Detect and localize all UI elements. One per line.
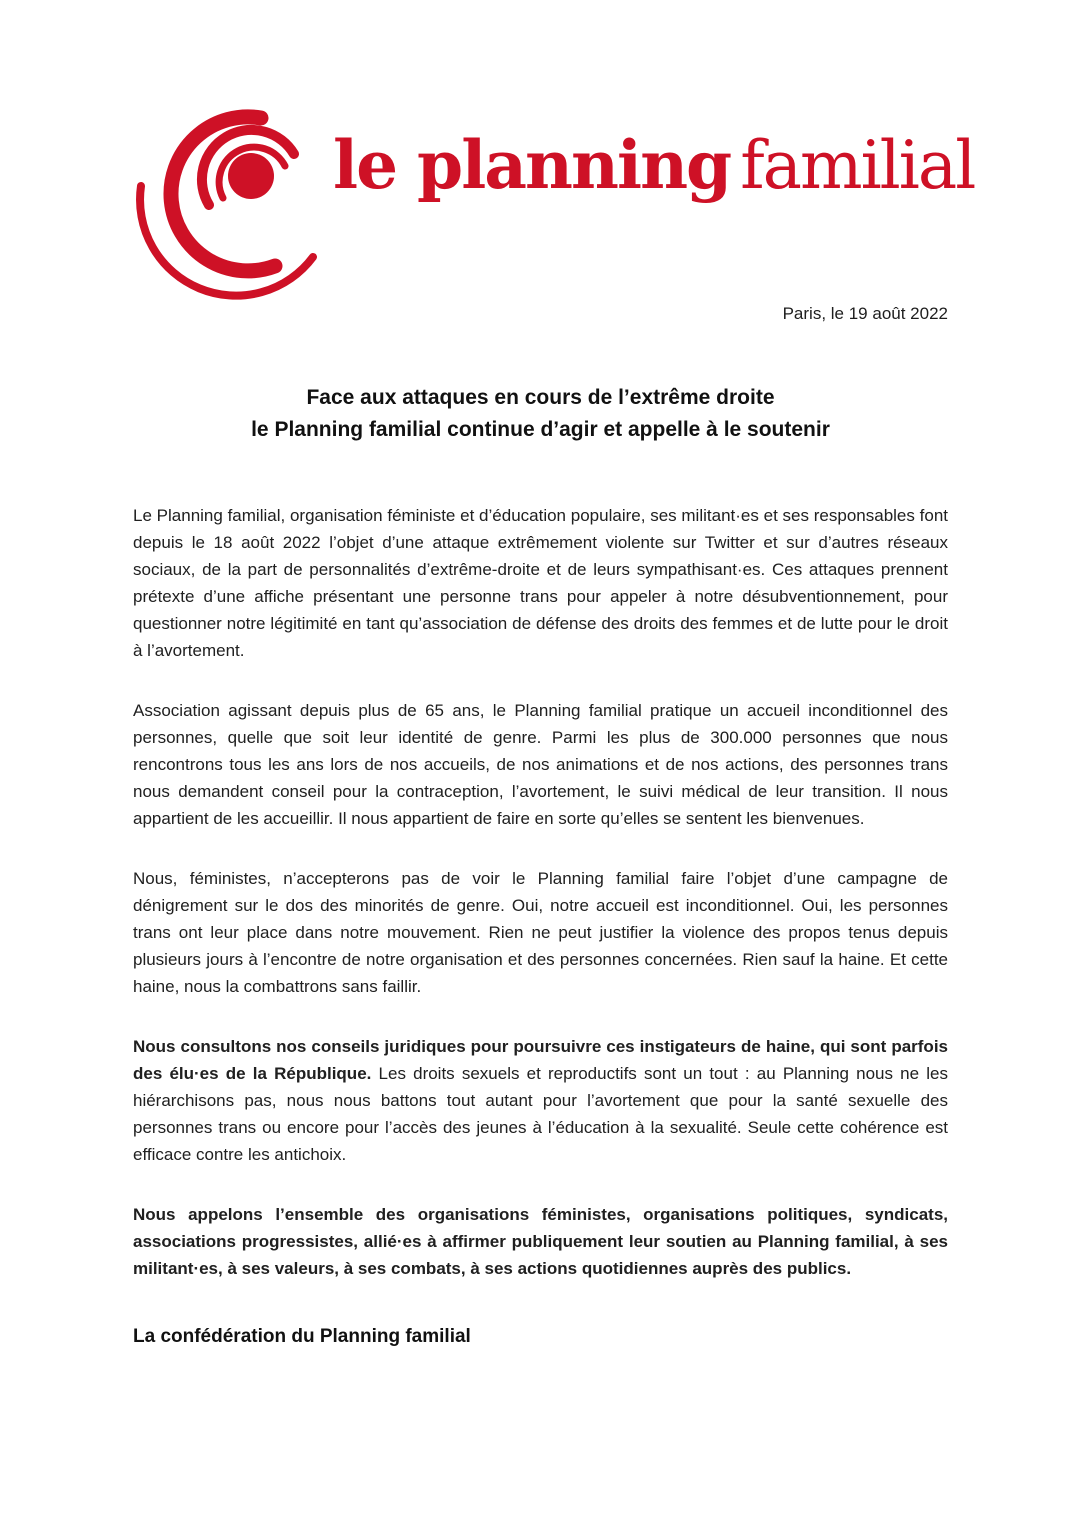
paragraph-call-to-support: Nous appelons l’ensemble des organisations féministes, organisations politiques, syndicats, associations progressistes, allié·es à affirmer publiquement leur soutien au Planning familial, à ses militant·es, à ses valeurs, à ses combats, à ses actions quotidiennes auprès des publics. [133, 1205, 948, 1278]
dateline: Paris, le 19 août 2022 [782, 304, 948, 323]
paragraph-legal-action-bold: Nous consultons nos conseils juridiques pour poursuivre ces instigateurs de haine, qui sont parfois des élu·es de la République. [133, 1037, 948, 1083]
logo-eye-dot [228, 153, 274, 199]
logo-wordmark-bold: le planning [333, 126, 731, 204]
planning-familial-swirl-icon [133, 106, 319, 302]
paragraph-feminists: Nous, féministes, n’accepterons pas de voir le Planning familial faire l’objet d’une campagne de dénigrement sur le dos des minorités de genre. Oui, notre accueil est inconditionnel. Oui, les personnes trans ont leur place dans notre mouvement. Rien ne peut justifier la violence des propos tenus depuis plusieurs jours à l’encontre de notre organisation et des personnes concernées. Rien sauf la haine. Et cette haine, nous la combattrons sans faillir. [133, 869, 948, 996]
document-body [133, 502, 948, 1282]
document-title [133, 382, 948, 446]
logo [133, 106, 975, 302]
document-title-line2: le Planning familial continue d’agir et appelle à le soutenir [251, 418, 830, 441]
paragraph-unconditional-welcome: Association agissant depuis plus de 65 ans, le Planning familial pratique un accueil inconditionnel des personnes, quelle que soit leur identité de genre. Parmi les plus de 300.000 personnes que nous rencontrons tous les ans lors de nos accueils, de nos animations et de nos actions, des personnes trans nous demandent conseil pour la contraception, l’avortement, le suivi médical de leur transition. Il nous appartient de les accueillir. Il nous appartient de faire en sorte qu’elles se sentent les bienvenues. [133, 701, 948, 828]
logo-wordmark-light: familial [740, 127, 975, 204]
paragraph-attacks: Le Planning familial, organisation féministe et d’éducation populaire, ses militant·es et ses responsables font depuis le 18 août 2022 l’objet d’une attaque extrêmement violente sur Twitter et sur d’autres réseaux sociaux, de la part de personnalités d’extrême-droite et de leurs sympathisant·es. Ces attaques prennent prétexte d’une affiche présentant une personne trans pour appeler à notre désubventionnement, pour questionner notre légitimité en tant qu’association de défense des droits des femmes et de lutte pour le droit à l’avortement. [133, 506, 948, 660]
paragraph-legal-action-regular: Les droits sexuels et reproductifs sont un tout : au Planning nous ne les hiérarchisons pas, nous nous battons tout autant pour l’avortement que pour la santé sexuelle des personnes trans ou encore pour l’accès des jeunes à l’éducation à la sexualité. Seule cette cohérence est efficace contre les antichoix. [133, 1064, 948, 1164]
document-title-line1: Face aux attaques en cours de l’extrême droite [306, 386, 775, 409]
paragraph-legal-action [133, 1033, 948, 1168]
logo-wordmark [333, 126, 975, 204]
signature: La confédération du Planning familial [133, 1326, 471, 1347]
